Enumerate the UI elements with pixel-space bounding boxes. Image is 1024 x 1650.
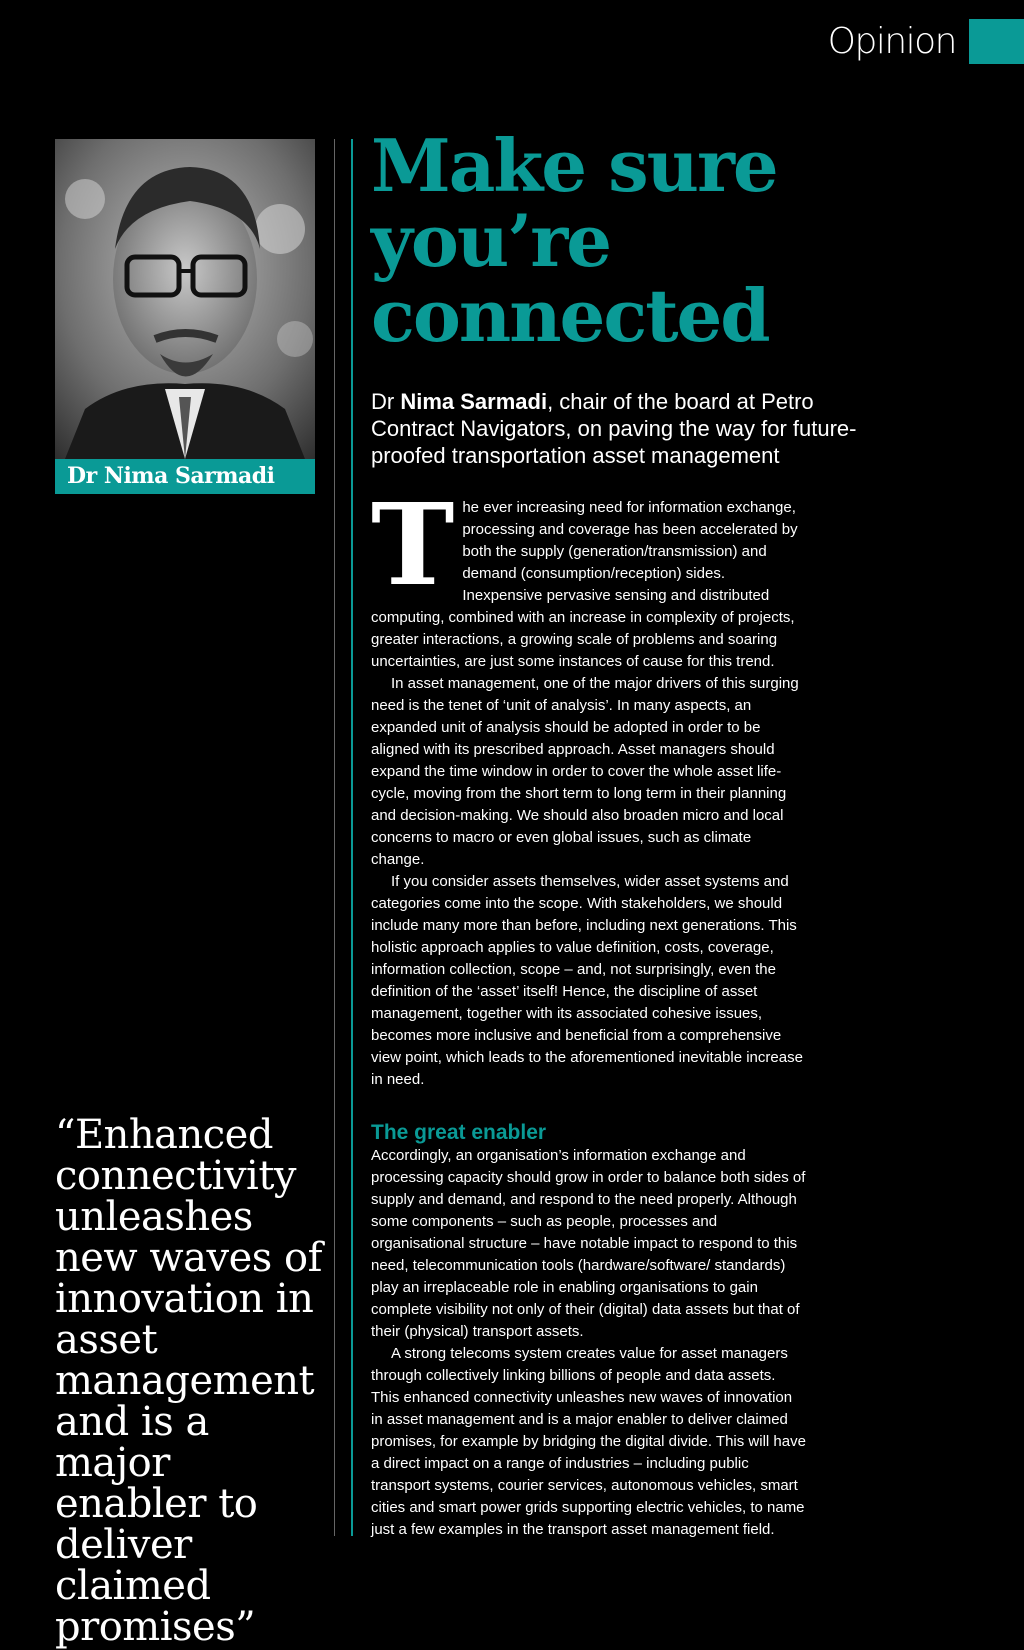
paragraph: If you consider assets themselves, wider asset systems and categories come into the scope. With stakeholders, we should include many more than before, including next generations. This holistic approach applies to value definition, costs, coverage, information collection, scope – and, not surprisingly, even the definition of the ‘asset’ itself! Hence, the discipline of asset management, together with its associated cohesive issues, becomes more inclusive and beneficial from a comprehensive view point, which leads to the aforementioned inevitable increase in need.: [371, 873, 803, 1088]
headline-line: connected: [371, 273, 769, 358]
standfirst: [371, 388, 891, 469]
column-divider: [334, 139, 335, 1536]
paragraph: he ever increasing need for information exchange, processing and coverage has been accelerated by both the supply (generation/transmission) and demand (consumption/reception) sides. Inexpensive pervasive sensing and distributed computing, combined with an increase in complexity of projects, greater interactions, a growing scale of problems and soaring uncertainties, are just some instances of cause for this trend.: [371, 499, 798, 670]
accent-rule: [351, 139, 353, 1536]
author-photo: [55, 139, 315, 459]
section-label: Opinion: [827, 21, 956, 62]
standfirst-prefix: Dr: [371, 389, 401, 414]
drop-cap: T: [371, 480, 455, 611]
standfirst-text: , chair of the board at Petro Contract Navigators, on paving the way for future-proofed transportation asset management: [371, 389, 857, 468]
paragraph: In asset management, one of the major drivers of this surging need is the tenet of ‘unit of analysis’. In many aspects, an expanded unit of analysis should be adopted in order to be aligned with its prescribed approach. Asset managers should expand the time window in order to cover the whole asset life-cycle, moving from the short term to long term in their planning and decision-making. We should also broaden micro and local concerns to macro or even global issues, such as climate change.: [371, 675, 799, 868]
author-caption: Dr Nima Sarmadi: [55, 459, 315, 494]
author-name: Nima Sarmadi: [400, 389, 548, 414]
headline-line: you’re: [371, 198, 611, 283]
headline: [371, 123, 777, 358]
pull-quote: “Enhanced connectivity unleashes new waves of innovation in asset management and is a major enabler to deliver claimed promises”: [55, 1112, 322, 1650]
article-body: [371, 480, 806, 1541]
paragraph: Accordingly, an organisation’s information exchange and processing capacity should grow in order to balance both sides of supply and demand, and respond to the need properly. Although some components – such as people, processes and organisational structure – have notable impact to respond to this need, telecommunication tools (hardware/software/ standards) play an irreplaceable role in enabling organisations to gain complete visibility not only of their (digital) data assets but that of their (physical) transport assets.: [371, 1147, 806, 1340]
paragraph: A strong telecoms system creates value for asset managers through collectively linking billions of people and data assets. This enhanced connectivity unleashes new waves of innovation in asset management and is a major enabler to deliver claimed promises, for example by bridging the digital divide. This will have a direct impact on a range of industries – including public transport systems, courier services, autonomous vehicles, smart cities and smart power grids supporting electric vehicles, to name just a few examples in the transport asset management field.: [371, 1345, 806, 1538]
subheading: The great enabler: [371, 1121, 547, 1144]
section-tab: [969, 19, 1024, 64]
headline-line: Make sure: [371, 123, 777, 208]
portrait-image: [55, 139, 315, 459]
